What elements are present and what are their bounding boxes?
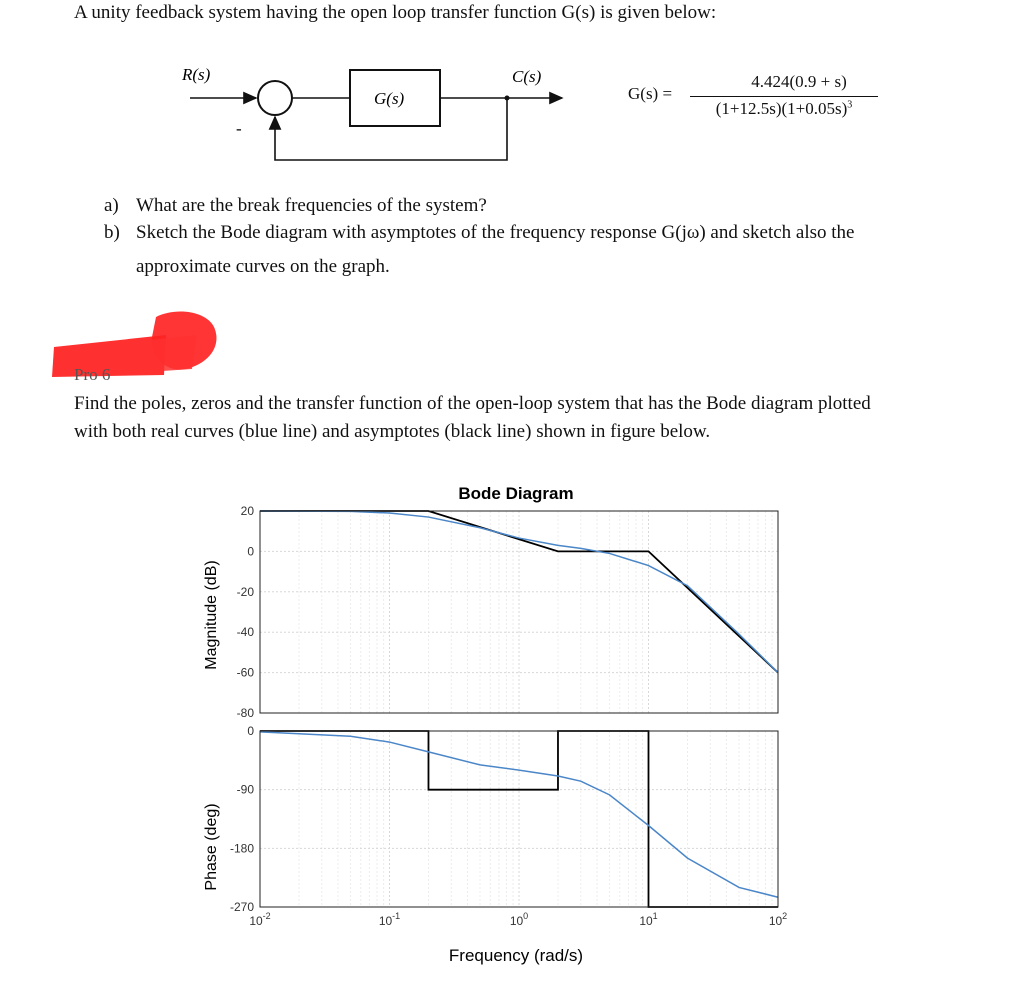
tf-denominator-wrap xyxy=(690,99,878,119)
problem-line-2: with both real curves (blue line) and asymptotes (black line) shown in figure below. xyxy=(74,421,711,442)
phase-y-tick-label: -90 xyxy=(236,782,254,797)
chart-title: Bode Diagram xyxy=(458,484,574,503)
tf-exponent: 3 xyxy=(847,99,853,111)
x-tick-label: $10^0$ xyxy=(509,911,529,928)
red-scribble-mark xyxy=(46,305,226,385)
x-tick-label: $10^1$ xyxy=(639,911,658,928)
problem-label: Pro 6 xyxy=(74,365,111,384)
phase-y-tick-label: 0 xyxy=(247,724,254,738)
problem-line-1: Find the poles, zeros and the transfer function of the open-loop system that has the Bode diagram plotted xyxy=(74,393,871,414)
tf-denominator: (1+12.5s)(1+0.05s) xyxy=(715,99,848,118)
block-diagram xyxy=(160,62,600,172)
question-text: Sketch the Bode diagram with asymptotes of the frequency response G(jω) and sketch also the xyxy=(136,222,855,243)
tf-numerator: 4.424(0.9 + s) xyxy=(751,72,847,91)
summing-junction xyxy=(258,81,292,115)
output-label: C(s) xyxy=(512,67,542,86)
question-a xyxy=(104,195,487,217)
question-marker: a) xyxy=(104,195,119,216)
magnitude-y-tick-label: -20 xyxy=(236,584,254,599)
bode-diagram-chart xyxy=(180,475,800,975)
magnitude-axis-label: Magnitude (dB) xyxy=(203,560,220,670)
magnitude-y-tick-label: -40 xyxy=(236,625,254,640)
phase-y-tick-label: -180 xyxy=(229,841,254,856)
question-b xyxy=(104,222,855,244)
transfer-function xyxy=(628,72,888,132)
input-label: R(s) xyxy=(182,65,211,84)
x-tick-label: $10^{-2}$ xyxy=(249,911,271,928)
question-b-continued xyxy=(136,256,390,278)
x-axis-label: Frequency (rad/s) xyxy=(448,946,584,965)
question-text: approximate curves on the graph. xyxy=(136,256,390,277)
problem-text xyxy=(74,390,974,446)
question-marker: b) xyxy=(104,222,120,243)
plant-label: G(s) xyxy=(374,89,405,108)
intro-text: A unity feedback system having the open loop transfer function G(s) is given below: xyxy=(74,2,717,23)
x-tick-label: $10^{-1}$ xyxy=(378,911,401,928)
magnitude-y-tick-label: 0 xyxy=(247,544,254,559)
phase-y-tick-label: -270 xyxy=(229,900,254,914)
feedback-sign: - xyxy=(236,119,242,138)
tf-lhs: G(s) = xyxy=(628,84,673,103)
phase-axis-label: Phase (deg) xyxy=(203,803,220,891)
fraction-bar xyxy=(690,96,878,97)
magnitude-y-tick-label: -60 xyxy=(236,665,254,680)
question-text: What are the break frequencies of the system? xyxy=(136,195,487,216)
x-tick-label: $10^2$ xyxy=(768,911,788,928)
magnitude-y-tick-label: -80 xyxy=(236,706,254,720)
magnitude-y-tick-label: 20 xyxy=(240,504,254,518)
